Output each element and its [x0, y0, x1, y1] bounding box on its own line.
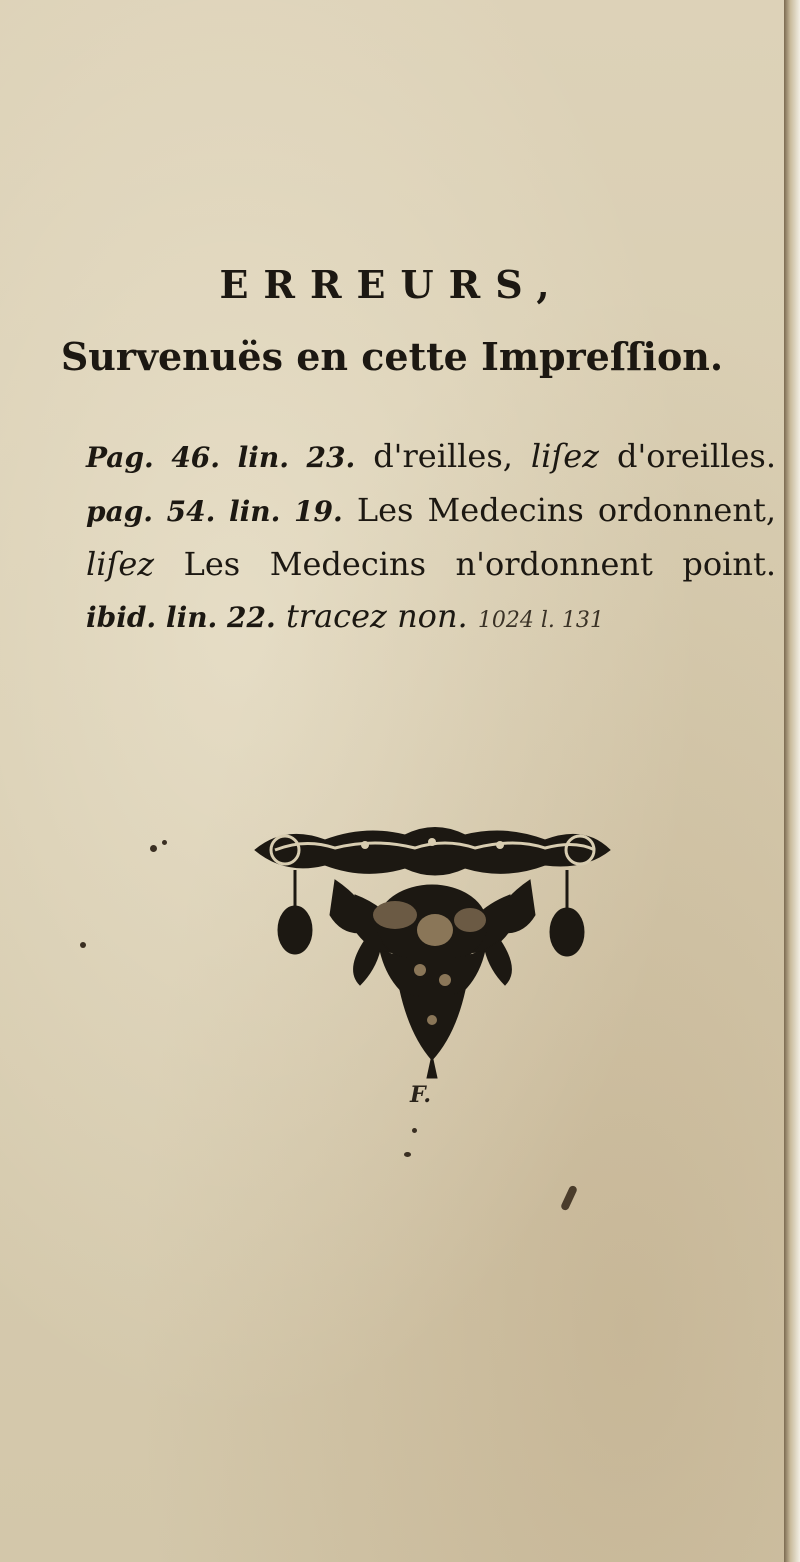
- errata-correct-1: d'oreilles.: [616, 437, 776, 475]
- errata-list: Pag. 46. lin. 23. d'reilles, liſez d'oreilles. pag. 54. lin. 19. Les Medecins ordonnent, liſez Les Medecins n'ordonnent point. ibid. lin. 22. tracez non. 1024 l. 131: [86, 437, 776, 635]
- page-title: ERREURS,: [219, 262, 565, 307]
- errata-ref-2: pag. 54. lin. 19.: [86, 495, 343, 528]
- ink-speck: [412, 1128, 417, 1133]
- ink-speck: [150, 845, 157, 852]
- ink-speck: [80, 942, 86, 948]
- page-subtitle: Survenuës en cette Impreſſion.: [60, 334, 724, 379]
- ink-speck: [404, 1152, 411, 1157]
- show-through-text: [70, 80, 770, 140]
- errata-lisez-1: liſez: [530, 437, 600, 475]
- errata-ref-1: Pag. 46. lin. 23.: [86, 441, 356, 474]
- ink-speck: [162, 840, 167, 845]
- handwritten-note: 1024 l. 131: [477, 608, 604, 633]
- errata-wrong-2: Les Medecins ordonnent: [356, 491, 766, 529]
- ink-stroke: [560, 1185, 578, 1212]
- errata-wrong-1: d'reilles: [373, 437, 503, 475]
- errata-lisez-2: liſez: [86, 545, 155, 583]
- errata-wrong-3: tracez non.: [285, 597, 468, 635]
- errata-ref-3: ibid. lin. 22.: [86, 601, 276, 634]
- signature-mark: F.: [410, 1082, 432, 1108]
- decorative-ornament-icon: [245, 820, 620, 1080]
- page-edge: [784, 0, 800, 1562]
- errata-correct-2: Les Medecins n'ordonnent point.: [183, 545, 776, 583]
